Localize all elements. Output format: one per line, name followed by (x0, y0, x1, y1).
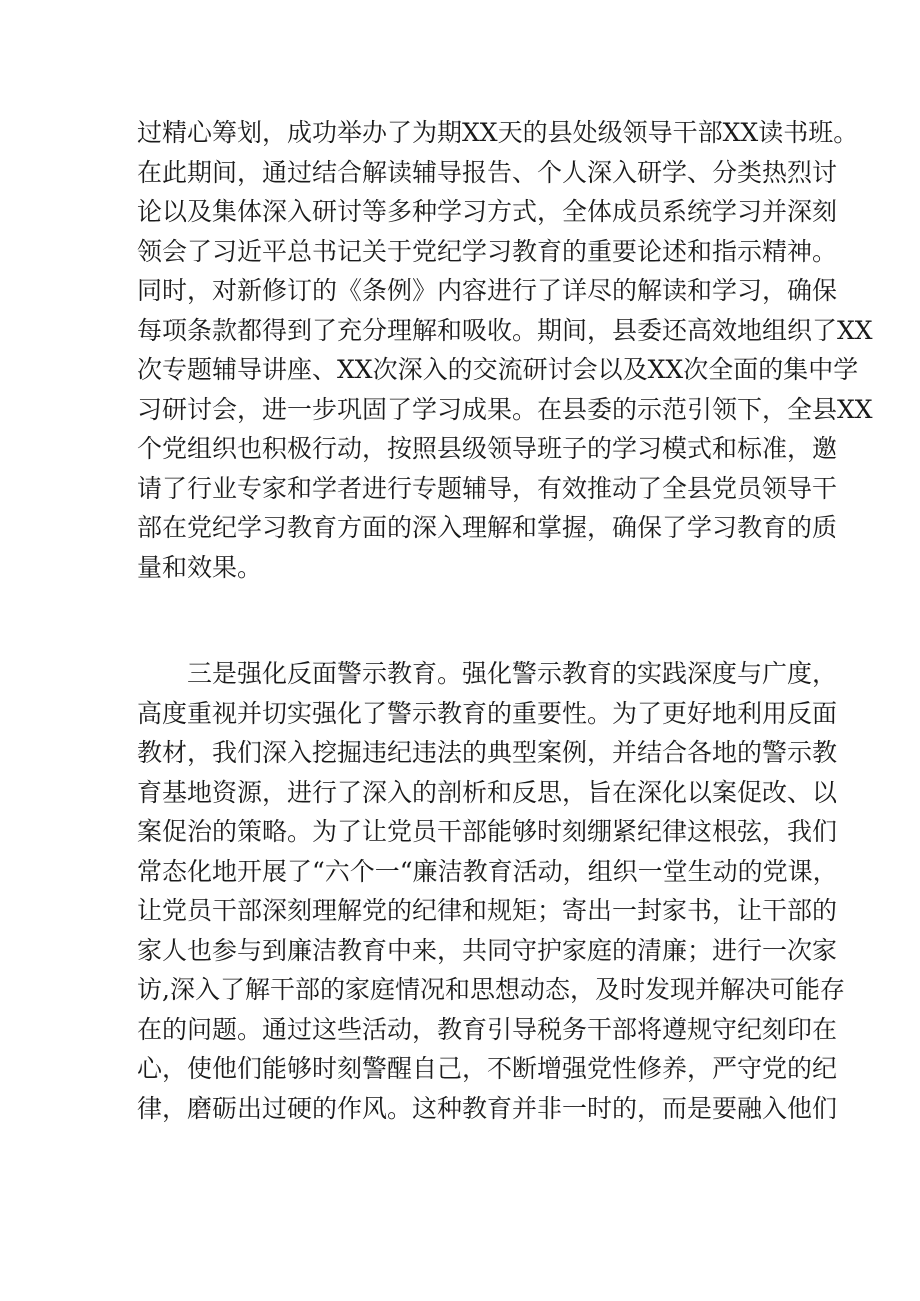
text-line-indented: 三是强化反面警示教育。强化警示教育的实践深度与广度， (187, 659, 838, 688)
text-line: 常态化地开展了“六个一“廉洁教育活动，组织一堂生动的党课， (137, 856, 838, 886)
text-line: 心，使他们能够时刻警醒自己，不断增强党性修养，严守党的纪 (137, 1054, 838, 1083)
text-line: 在此期间，通过结合解读辅导报告、个人深入研学、分类热烈讨 (137, 157, 838, 187)
text-line: 过精心筹划，成功举办了为期XX天的县处级领导干部XX读书班。 (137, 118, 859, 147)
text-line: 高度重视并切实强化了警示教育的重要性。为了更好地利用反面 (137, 698, 838, 728)
text-line: 律，磨砺出过硬的作风。这种教育并非一时的，而是要融入他们 (137, 1093, 838, 1123)
text-line: 案促治的策略。为了让党员干部能够时刻绷紧纪律这根弦，我们 (137, 817, 838, 846)
text-line: 次专题辅导讲座、XX次深入的交流研讨会以及XX次全面的集中学 (137, 355, 859, 384)
paragraph-warning-education (137, 654, 845, 1128)
text-line-last: 量和效果。 (137, 552, 263, 582)
text-line: 在的问题。通过这些活动，教育引导税务干部将遵规守纪刻印在 (137, 1014, 838, 1044)
text-line: 每项条款都得到了充分理解和吸收。期间，县委还高效地组织了XX (137, 315, 873, 345)
text-line: 论以及集体深入研讨等多种学习方式，全体成员系统学习并深刻 (137, 197, 838, 226)
text-line: 个党组织也积极行动，按照县级领导班子的学习模式和标准，邀 (137, 434, 838, 463)
text-line: 同时，对新修订的《条例》内容进行了详尽的解读和学习，确保 (137, 276, 838, 305)
text-line: 让党员干部深刻理解党的纪律和规矩；寄出一封家书，让干部的 (137, 896, 838, 925)
text-line: 习研讨会，进一步巩固了学习成果。在县委的示范引领下，全县XX (137, 394, 873, 424)
text-line: 育基地资源，进行了深入的剖析和反思，旨在深化以案促改、以 (137, 777, 838, 807)
text-line: 家人也参与到廉洁教育中来，共同守护家庭的清廉；进行一次家 (137, 935, 838, 965)
text-line: 请了行业专家和学者进行专题辅导，有效推动了全县党员领导干 (137, 473, 838, 503)
paragraph-reading-class (137, 113, 873, 587)
text-line: 领会了习近平总书记关于党纪学习教育的重要论述和指示精神。 (137, 236, 838, 266)
text-line: 教材，我们深入挖掘违纪违法的典型案例，并结合各地的警示教 (137, 738, 838, 767)
text-line: 访,深入了解干部的家庭情况和思想动态，及时发现并解决可能存 (137, 975, 845, 1004)
text-line: 部在党纪学习教育方面的深入理解和掌握，确保了学习教育的质 (137, 513, 838, 542)
